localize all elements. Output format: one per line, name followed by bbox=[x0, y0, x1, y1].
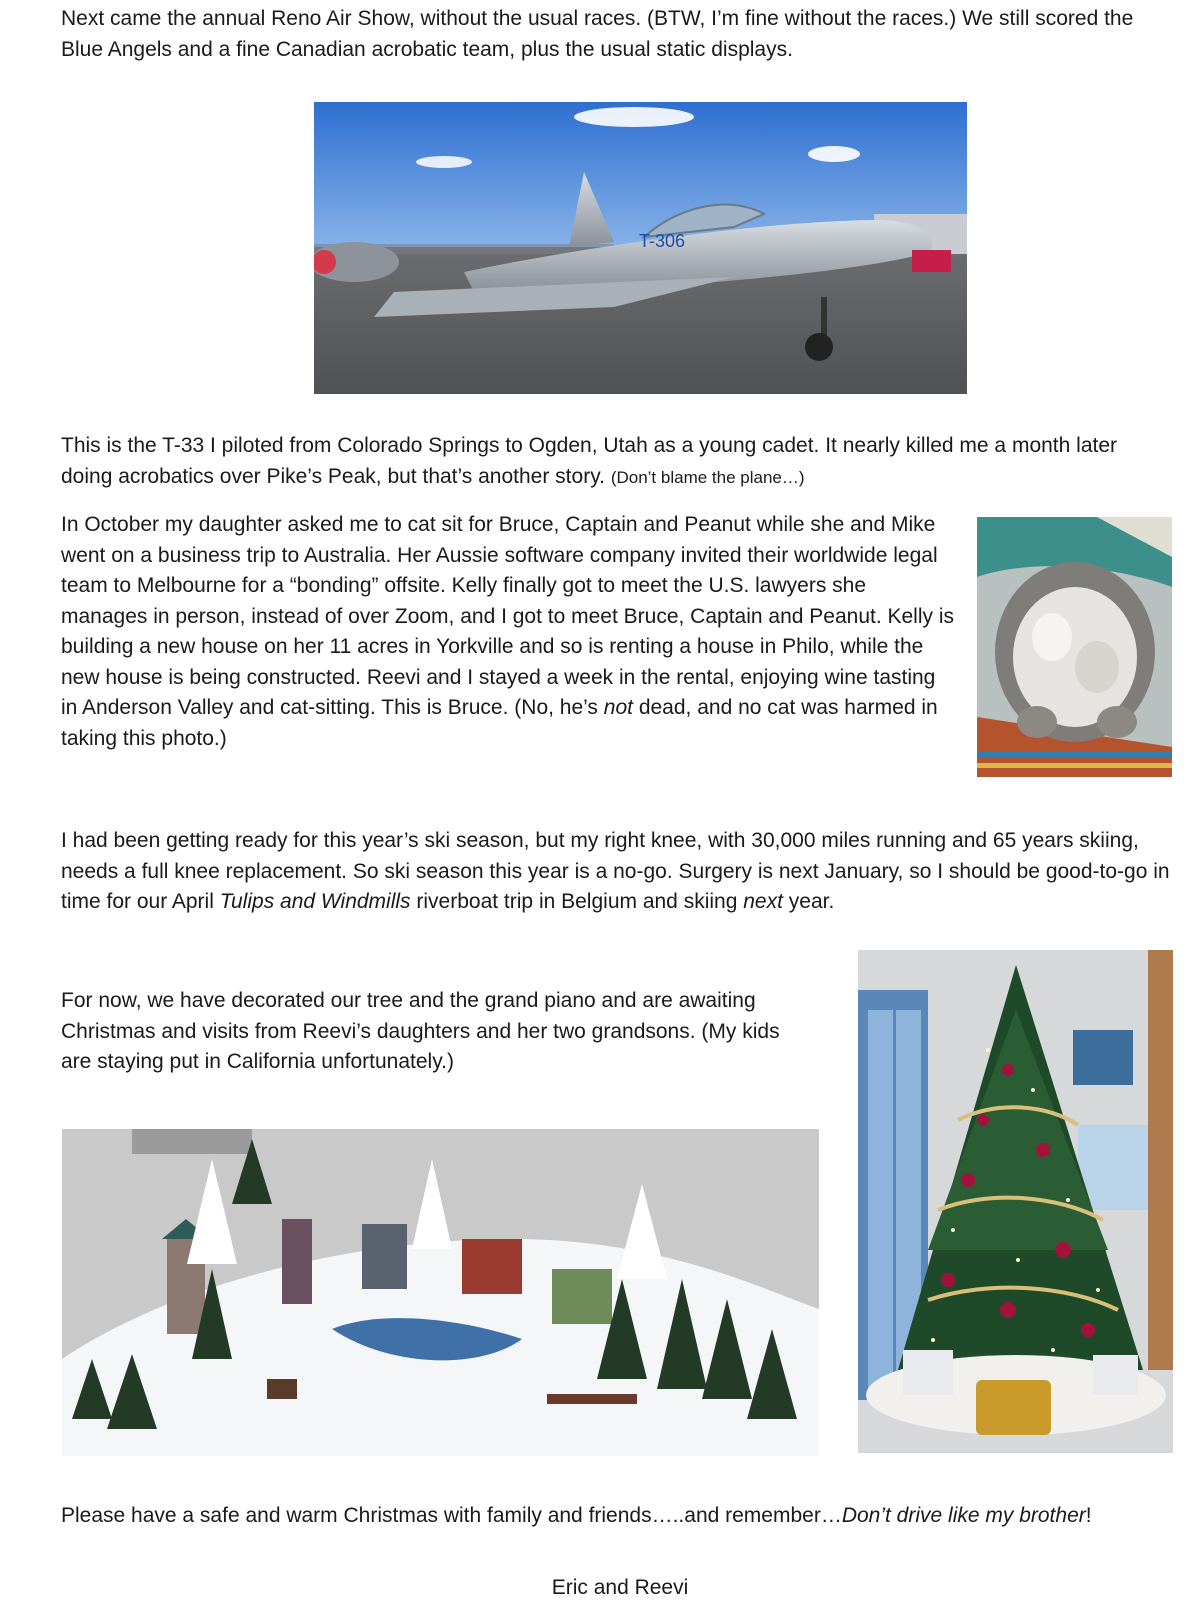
cat-paragraph: In October my daughter asked me to cat sit for Bruce, Captain and Peanut while she and Mike went on a business trip to Australia. Her Aussie software company invited their worldwide legal team to Melbourne for a “bonding” offsite. Kelly finally got to meet the U.S. lawyers she manages in person, instead of over Zoom, and I got to meet Bruce, Captain and Peanut. Kelly is building a new house on her 11 acres in Yorkville and so is renting a house in Philo, while the new house is being constructed. Reevi and I stayed a week in the rental, enjoying wine tasting in Anderson Valley and cat-sitting. This is Bruce. (No, he’s not dead, and no cat was harmed in taking this photo.) bbox=[61, 513, 955, 750]
christmas-village-photo bbox=[62, 1129, 819, 1456]
cat-photo bbox=[977, 517, 1172, 777]
christmas-tree-photo bbox=[858, 950, 1173, 1453]
closing-paragraph: Please have a safe and warm Christmas with family and friends…..and remember…Don’t drive like my brother! bbox=[61, 1504, 1092, 1527]
plane-aside: (Don’t blame the plane…) bbox=[610, 467, 805, 487]
knee-paragraph: I had been getting ready for this year’s ski season, but my right knee, with 30,000 miles running and 65 years skiing, needs a full knee replacement. So ski season this year is a no-go. Surgery is next January, so I should be good-to-go in time for our April Tulips and Windmills riverboat trip in Belgium and skiing next year. bbox=[61, 829, 1170, 913]
christmas-tree-illustration bbox=[858, 950, 1173, 1453]
airshow-paragraph: Next came the annual Reno Air Show, without the usual races. (BTW, I’m fine without the races.) We still scored the Blue Angels and a fine Canadian acrobatic team, plus the usual static displays. bbox=[61, 7, 1134, 61]
christmas-village-illustration bbox=[62, 1129, 819, 1456]
t33-paragraph: This is the T-33 I piloted from Colorado Springs to Ogden, Utah as a young cadet. It nearly killed me a month later doing acrobatics over Pike’s Peak, but that’s another story. (Don’t blame the plane…) bbox=[61, 434, 1117, 488]
tail-number: T-306 bbox=[639, 231, 686, 251]
cat-illustration bbox=[977, 517, 1172, 777]
t33-jet-illustration bbox=[314, 102, 967, 394]
christmas-paragraph: For now, we have decorated our tree and the grand piano and are awaiting Christmas and visits from Reevi’s daughters and her two grandsons. (My kids are staying put in California unfortunately.) bbox=[61, 989, 780, 1073]
signature: Eric and Reevi bbox=[551, 1576, 689, 1599]
t33-jet-photo bbox=[314, 102, 967, 394]
